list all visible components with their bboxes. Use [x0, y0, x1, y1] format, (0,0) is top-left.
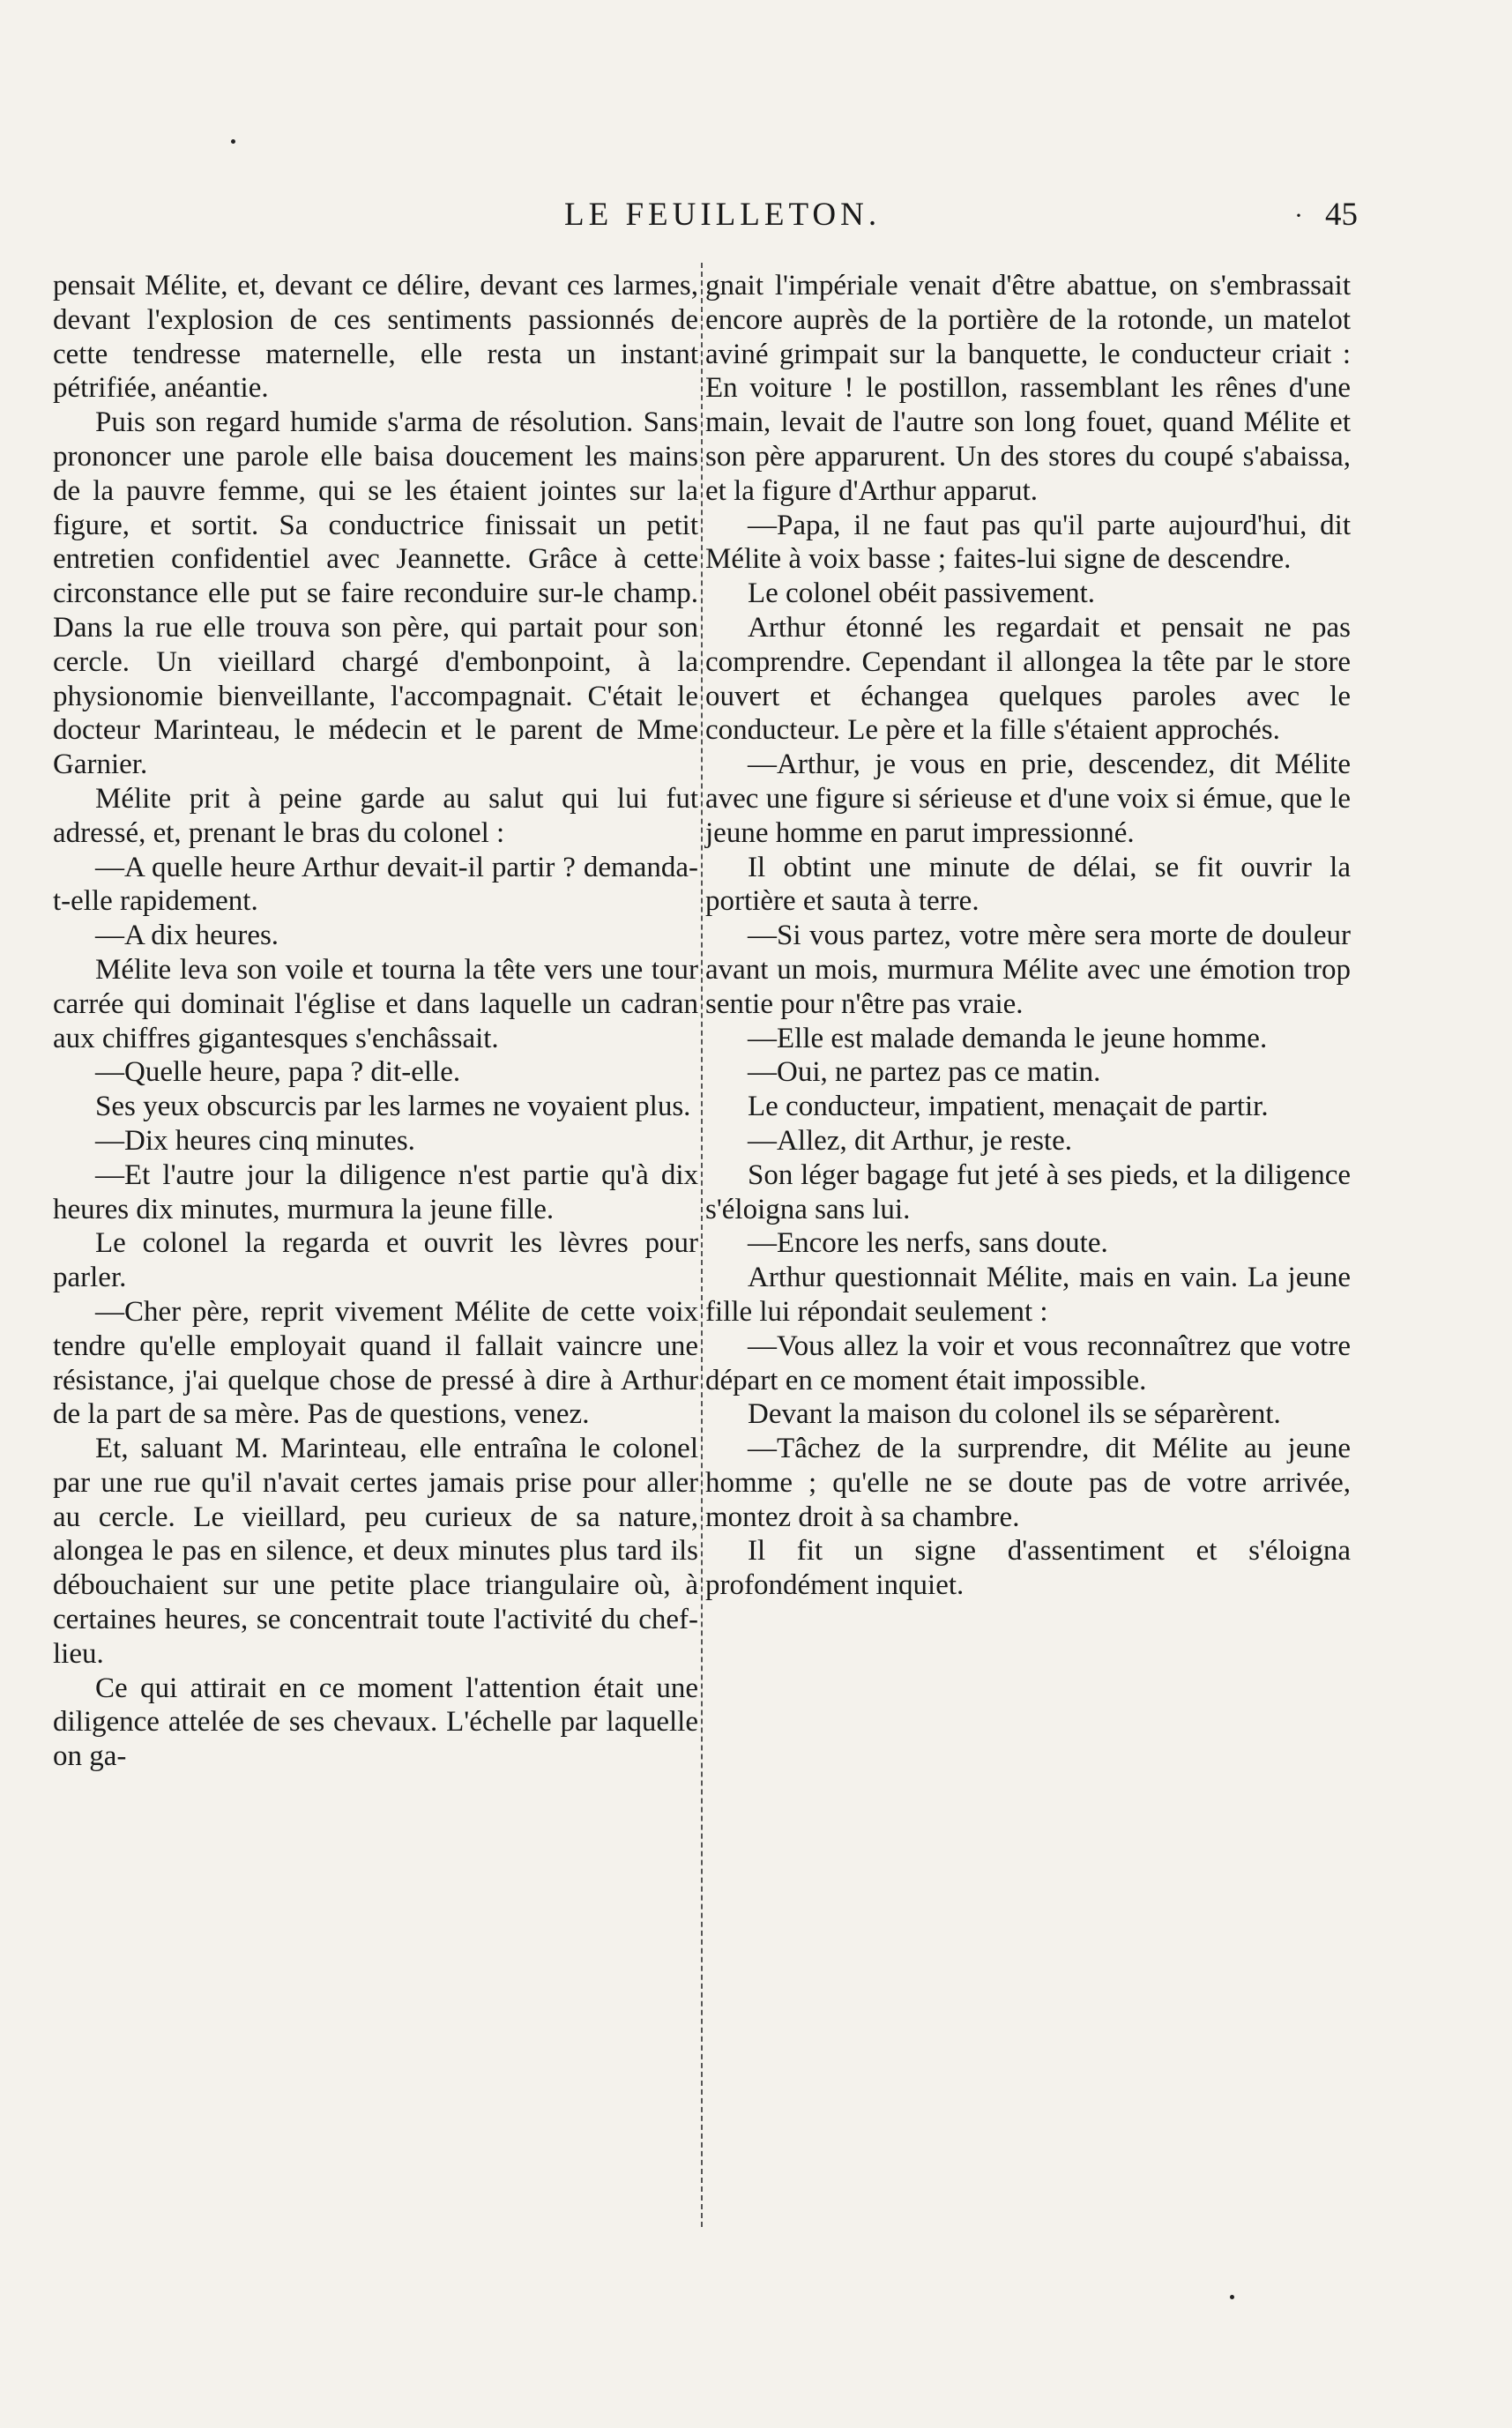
paragraph: Et, saluant M. Marinteau, elle entraîna le colonel par une rue qu'il n'avait certes jamais prise pour aller au cercle. Le vieillard, peu curieux de sa nature, alongea le pas en silence, et deux minutes plus tard ils débouchaient sur une petite place triangulaire où, à certaines heures, se concentrait toute l'activité du chef-lieu. [53, 1433, 698, 1670]
paragraph: Arthur questionnait Mélite, mais en vain. La jeune fille lui répondait seulement : [705, 1262, 1351, 1328]
paragraph: —Dix heures cinq minutes. [95, 1124, 415, 1157]
paragraph: Le conducteur, impatient, menaçait de partir. [748, 1091, 1269, 1123]
page-number: 45 [1325, 197, 1358, 233]
paragraph: Son léger bagage fut jeté à ses pieds, et la diligence s'éloigna sans lui. [705, 1158, 1351, 1225]
running-title: LE FEUILLETON. [564, 197, 882, 233]
paragraph: Il obtint une minute de délai, se fit ouvrir la portière et sauta à terre. [705, 851, 1351, 918]
paragraph: —Vous allez la voir et vous reconnaîtrez que votre départ en ce moment était impossible. [705, 1329, 1351, 1396]
paragraph: —Encore les nerfs, sans doute. [748, 1227, 1108, 1260]
header-bullet: · [1294, 201, 1303, 230]
paragraph: —A quelle heure Arthur devait-il partir ? demanda-t-elle rapidement. [53, 851, 698, 918]
paragraph: —Et l'autre jour la diligence n'est partie qu'à dix heures dix minutes, murmura la jeune fille. [53, 1158, 698, 1225]
paragraph: Puis son regard humide s'arma de résolution. Sans prononcer une parole elle baisa doucement les mains de la pauvre femme, qui se les étaient jointes sur la figure, et sortit. Sa conductrice finissait un petit entretien confidentiel avec Jeannette. Grâce à cette circonstance elle put se faire reconduire sur-le champ. Dans la rue elle trouva son père, qui partait pour son cercle. Un vieillard chargé d'embonpoint, à la physionomie bienveillante, l'accompagnait. C'était le docteur Marinteau, le médecin et le parent de Mme Garnier. [53, 406, 698, 781]
ink-speck [231, 139, 235, 144]
paragraph: Le colonel la regarda et ouvrit les lèvres pour parler. [53, 1227, 698, 1294]
paragraph: —Arthur, je vous en prie, descendez, dit Mélite avec une figure si sérieuse et d'une voix si émue, que le jeune homme en parut impressionné. [705, 749, 1351, 849]
right-column [705, 269, 1351, 1603]
paragraph: —Quelle heure, papa ? dit-elle. [95, 1056, 461, 1089]
paragraph: Arthur étonné les regardait et pensait ne pas comprendre. Cependant il allongea la tête par le store ouvert et échangea quelques paroles avec le conducteur. Le père et la fille s'étaient approchés. [705, 611, 1351, 747]
paragraph: —Allez, dit Arthur, je reste. [748, 1124, 1072, 1157]
paragraph: —Elle est malade demanda le jeune homme. [748, 1022, 1268, 1054]
paragraph: —Cher père, reprit vivement Mélite de cette voix tendre qu'elle employait quand il fallait vaincre une résistance, j'ai quelque chose de pressé à dire à Arthur de la part de sa mère. Pas de questions, venez. [53, 1295, 698, 1431]
paragraph: Mélite leva son voile et tourna la tête vers une tour carrée qui dominait l'église et dans laquelle un cadran aux chiffres gigantesques s'enchâssait. [53, 953, 698, 1054]
paragraph: pensait Mélite, et, devant ce délire, devant ces larmes, devant l'explosion de ces sentiments passionnés de cette tendresse maternelle, elle resta un instant pétrifiée, anéantie. [53, 270, 698, 405]
paragraph: Le colonel obéit passivement. [748, 577, 1096, 610]
paragraph: —Oui, ne partez pas ce matin. [748, 1056, 1101, 1089]
paragraph: Ce qui attirait en ce moment l'attention était une diligence attelée de ses chevaux. L'échelle par laquelle on ga- [53, 1672, 698, 1773]
paragraph: Il fit un signe d'assentiment et s'éloigna profondément inquiet. [705, 1535, 1351, 1602]
paragraph: Mélite prit à peine garde au salut qui lui fut adressé, et, prenant le bras du colonel : [53, 782, 698, 849]
paragraph: Ses yeux obscurcis par les larmes ne voyaient plus. [95, 1091, 691, 1123]
paragraph: Devant la maison du colonel ils se séparèrent. [748, 1398, 1281, 1431]
ink-speck [1230, 2295, 1234, 2299]
paragraph: gnait l'impériale venait d'être abattue, on s'embrassait encore auprès de la portière de la rotonde, un matelot aviné grimpait sur la banquette, le conducteur criait : En voiture ! le postillon, rassemblant les rênes d'une main, levait de l'autre son long fouet, quand Mélite et son père apparurent. Un des stores du coupé s'abaissa, et la figure d'Arthur apparut. [705, 270, 1351, 507]
paragraph: —Si vous partez, votre mère sera morte de douleur avant un mois, murmura Mélite avec une émotion trop sentie pour n'être pas vraie. [705, 920, 1351, 1020]
page-header [564, 196, 1358, 231]
paragraph: —A dix heures. [95, 920, 279, 952]
paragraph: —Tâchez de la surprendre, dit Mélite au jeune homme ; qu'elle ne se doute pas de votre arrivée, montez droit à sa chambre. [705, 1433, 1351, 1533]
left-column [53, 269, 698, 1774]
paragraph: —Papa, il ne faut pas qu'il parte aujourd'hui, dit Mélite à voix basse ; faites-lui signe de descendre. [705, 509, 1351, 576]
column-divider [701, 263, 703, 2227]
